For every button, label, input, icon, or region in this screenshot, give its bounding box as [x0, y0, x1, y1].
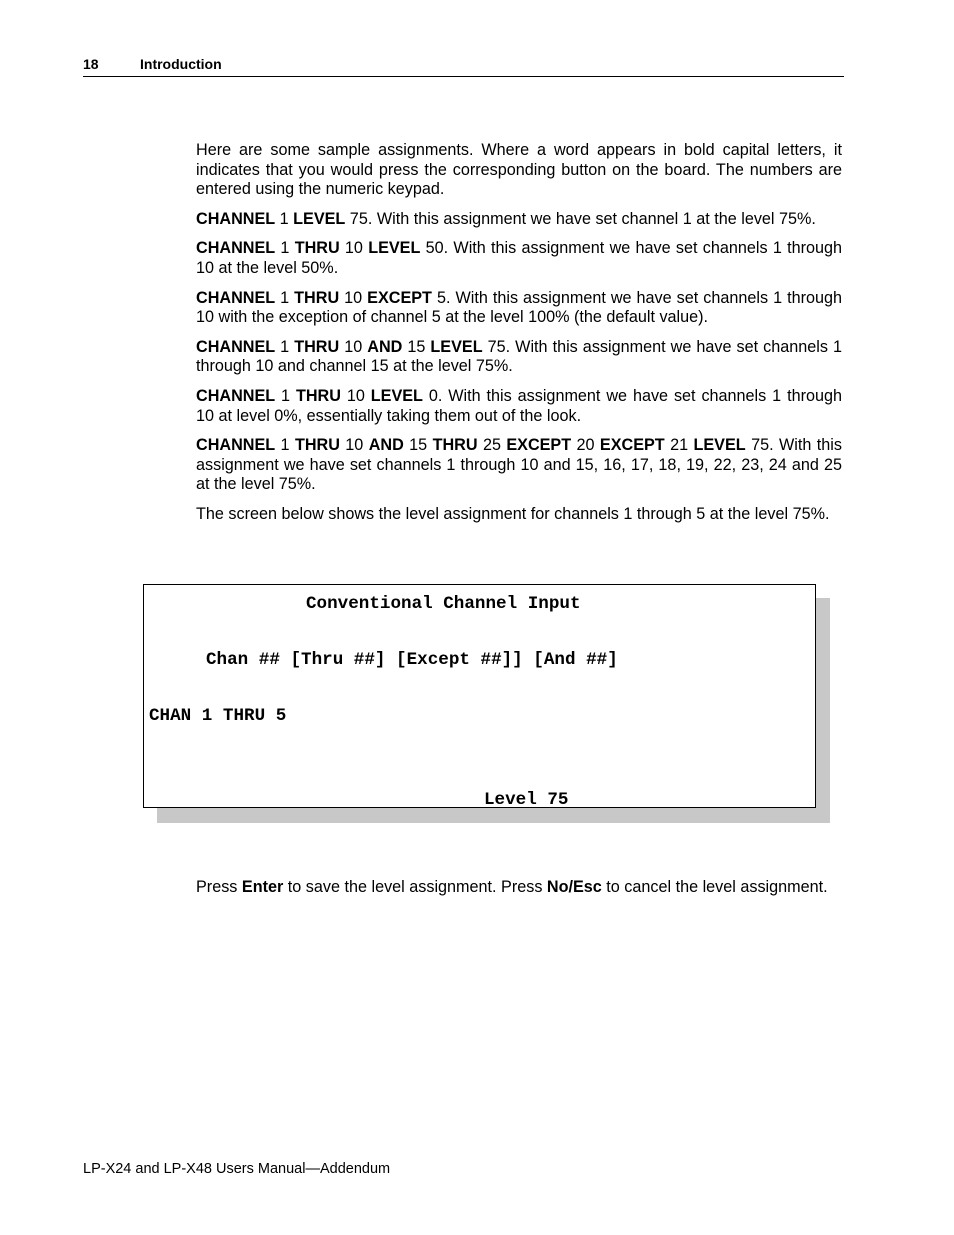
button-keyword: LEVEL	[430, 337, 483, 356]
instructions-paragraph: Press Enter to save the level assignment. Press No/Esc to cancel the level assignment.	[196, 878, 828, 896]
example-description: . With this assignment we have set channel 1 at the level 75%.	[367, 209, 816, 228]
examples-list	[196, 210, 842, 495]
button-keyword: THRU	[294, 239, 340, 258]
esc-key-label: No/Esc	[546, 878, 602, 896]
button-keyword: THRU	[294, 288, 340, 307]
numeric-value: 10	[339, 239, 369, 258]
section-title: Introduction	[140, 56, 222, 72]
button-keyword: EXCEPT	[367, 288, 432, 307]
lcd-screen	[143, 584, 816, 808]
page-number: 18	[83, 56, 99, 72]
button-keyword: CHANNEL	[196, 337, 276, 356]
example-paragraph	[196, 338, 842, 377]
example-description: . With this assignment we have set channels 1 through 10 at the level 50%.	[196, 239, 842, 277]
numeric-value: 15	[403, 436, 433, 455]
numeric-value: 0	[422, 386, 438, 405]
example-paragraph	[196, 239, 842, 278]
button-keyword: THRU	[432, 436, 478, 455]
numeric-value: 10	[339, 436, 369, 455]
button-keyword: CHANNEL	[196, 209, 276, 228]
numeric-value: 50	[420, 239, 444, 258]
example-description: . With this assignment we have set channels 1 through 10 with the exception of channel 5 at the level 100% (the default value).	[196, 288, 842, 327]
button-keyword: LEVEL	[368, 239, 421, 258]
numeric-value: 10	[339, 288, 368, 307]
body-text	[196, 141, 842, 535]
instructions	[196, 878, 842, 898]
example-paragraph	[196, 387, 842, 426]
numeric-value: 10	[340, 386, 371, 405]
button-keyword: CHANNEL	[196, 436, 276, 455]
example-paragraph	[196, 289, 842, 328]
screen-caption: The screen below shows the level assignment for channels 1 through 5 at the level 75%.	[196, 504, 830, 523]
button-keyword: THRU	[295, 386, 341, 405]
enter-key-label: Enter	[241, 878, 284, 896]
numeric-value: 75	[745, 436, 770, 455]
example-description: . With this assignment we have set channels 1 through 10 and 15, 16, 17, 18, 19, 22, 23, 24 and 25 at the level 75%.	[196, 436, 842, 494]
screen-level: Level 75	[484, 790, 569, 810]
button-keyword: AND	[367, 337, 403, 356]
screen-syntax: Chan ## [Thru ##] [Except ##]] [And ##]	[206, 650, 618, 670]
screen-entry: CHAN 1 THRU 5	[149, 706, 287, 726]
example-description: . With this assignment we have set channels 1 through 10 and channel 15 at the level 75%.	[196, 337, 842, 376]
button-keyword: LEVEL	[293, 209, 346, 228]
page-footer: LP-X24 and LP-X48 Users Manual—Addendum	[83, 1161, 391, 1177]
button-keyword: THRU	[294, 436, 340, 455]
button-keyword: LEVEL	[370, 386, 423, 405]
button-keyword: EXCEPT	[506, 436, 572, 455]
numeric-value: 5	[431, 288, 446, 307]
example-paragraph	[196, 210, 842, 230]
button-keyword: LEVEL	[693, 436, 746, 455]
numeric-value: 15	[402, 337, 431, 356]
page-header	[83, 56, 844, 77]
button-keyword: EXCEPT	[599, 436, 665, 455]
button-keyword: AND	[368, 436, 404, 455]
button-keyword: THRU	[294, 337, 340, 356]
screen-title: Conventional Channel Input	[306, 594, 581, 614]
numeric-value: 1	[275, 337, 295, 356]
numeric-value: 75	[345, 209, 368, 228]
example-paragraph	[196, 436, 842, 495]
numeric-value: 10	[339, 337, 368, 356]
numeric-value: 1	[275, 288, 295, 307]
numeric-value: 21	[664, 436, 694, 455]
button-keyword: CHANNEL	[196, 386, 276, 405]
numeric-value: 20	[571, 436, 600, 455]
example-description: . With this assignment we have set channels 1 through 10 at level 0%, essentially taking them out of the look.	[196, 386, 842, 425]
numeric-value: 1	[275, 386, 296, 405]
numeric-value: 1	[275, 239, 295, 258]
numeric-value: 1	[275, 436, 295, 455]
button-keyword: CHANNEL	[196, 239, 276, 258]
button-keyword: CHANNEL	[196, 288, 276, 307]
numeric-value: 1	[275, 209, 294, 228]
numeric-value: 75	[482, 337, 506, 356]
intro-paragraph: Here are some sample assignments. Where a word appears in bold capital letters, it indicates that you would press the corresponding button on the board. The numbers are entered using the numeric keypad.	[196, 141, 842, 199]
numeric-value: 25	[477, 436, 507, 455]
